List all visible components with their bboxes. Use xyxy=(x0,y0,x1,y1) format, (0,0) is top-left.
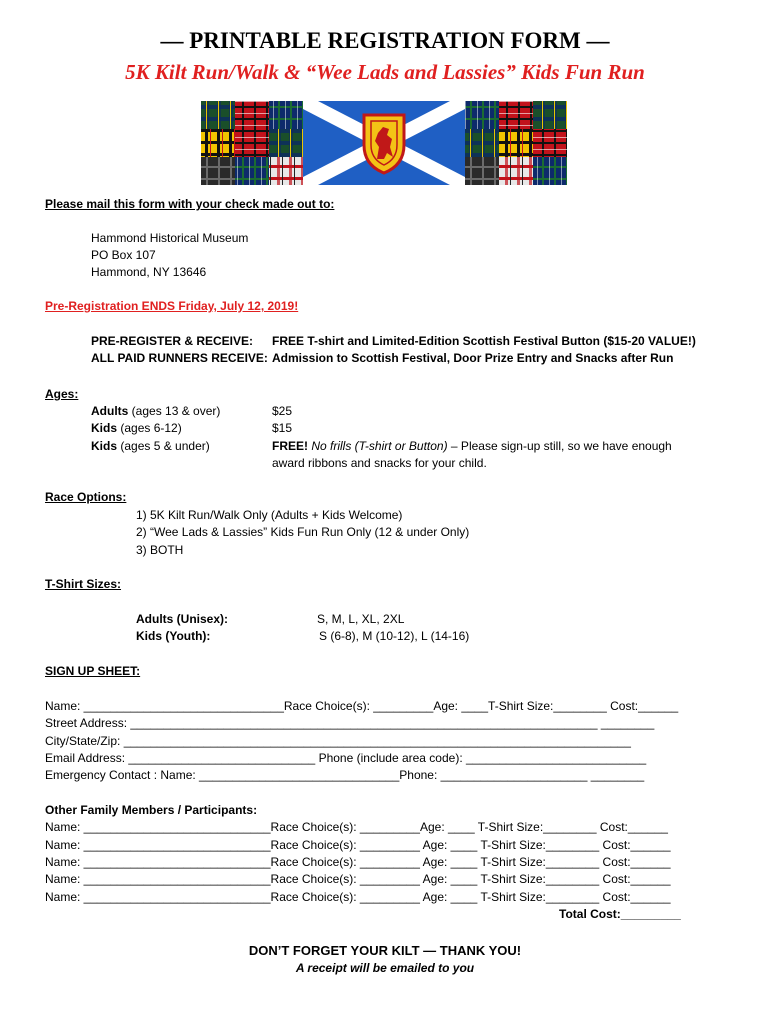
perk-label-paid: ALL PAID RUNNERS RECEIVE: xyxy=(91,351,268,365)
tshirt-kids-label: Kids (Youth): xyxy=(136,629,211,643)
mail-heading: Please mail this form with your check made out to: xyxy=(45,197,335,211)
tshirt-adults-sizes: S, M, L, XL, 2XL xyxy=(317,612,405,626)
event-subtitle: 5K Kilt Run/Walk & “Wee Lads and Lassies” Kids Fun Run xyxy=(125,60,645,84)
age-row-adults xyxy=(91,404,220,418)
race-option-2: 2) “Wee Lads & Lassies” Kids Fun Run Only (12 & under Only) xyxy=(136,525,470,539)
perk-label-preregister: PRE-REGISTER & RECEIVE: xyxy=(91,334,254,348)
signup-name-line[interactable]: Name: ______________________________Race Choice(s): _________Age: ____T-Shirt Size:________ Cost:______ xyxy=(45,699,679,713)
address-line-1: Hammond Historical Museum xyxy=(91,231,249,245)
ages-heading: Ages: xyxy=(45,387,79,401)
signup-email-line[interactable]: Email Address: ____________________________ Phone (include area code): ___________________________ xyxy=(45,751,647,765)
age-label: Adults xyxy=(91,404,129,418)
age-range: (ages 13 & over) xyxy=(128,404,221,418)
total-cost-line[interactable]: Total Cost:_________ xyxy=(559,907,681,921)
signup-emergency-line[interactable]: Emergency Contact : Name: ______________________________Phone: ______________________ ________ xyxy=(45,768,645,782)
signup-street-line[interactable]: Street Address: ______________________________________________________________________ ________ xyxy=(45,716,655,730)
family-line-2[interactable]: Name: ____________________________Race Choice(s): _________ Age: ____ T-Shirt Size:________ Cost:______ xyxy=(45,838,671,852)
age-row-kids xyxy=(91,421,182,435)
address-line-3: Hammond, NY 13646 xyxy=(91,265,207,279)
free-note-continued: award ribbons and snacks for your child. xyxy=(272,456,487,470)
form-title: — PRINTABLE REGISTRATION FORM — xyxy=(160,28,610,53)
race-option-1: 1) 5K Kilt Run/Walk Only (Adults + Kids Welcome) xyxy=(136,508,403,522)
signup-heading: SIGN UP SHEET: xyxy=(45,664,141,678)
price-adults: $25 xyxy=(272,404,293,418)
family-line-1[interactable]: Name: ____________________________Race Choice(s): _________Age: ____ T-Shirt Size:________ Cost:______ xyxy=(45,820,668,834)
free-note: – Please sign-up still, so we have enough xyxy=(447,439,672,453)
race-options-heading: Race Options: xyxy=(45,490,127,504)
race-option-3: 3) BOTH xyxy=(136,543,184,557)
kilt-reminder: DON’T FORGET YOUR KILT — THANK YOU! xyxy=(248,943,522,958)
price-free: FREE! xyxy=(272,439,308,453)
age-label: Kids xyxy=(91,439,118,453)
price-free-note xyxy=(272,439,672,453)
signup-city-line[interactable]: City/State/Zip: ____________________________________________________________________________ xyxy=(45,734,631,748)
age-range: (ages 6-12) xyxy=(117,421,182,435)
family-heading: Other Family Members / Participants: xyxy=(45,803,258,817)
tshirt-adults-label: Adults (Unisex): xyxy=(136,612,229,626)
age-label: Kids xyxy=(91,421,118,435)
free-note-italic: No frills (T-shirt or Button) xyxy=(308,439,448,453)
price-kids: $15 xyxy=(272,421,293,435)
family-line-5[interactable]: Name: ____________________________Race Choice(s): _________ Age: ____ T-Shirt Size:________ Cost:______ xyxy=(45,890,671,904)
age-range: (ages 5 & under) xyxy=(117,439,210,453)
family-line-4[interactable]: Name: ____________________________Race Choice(s): _________ Age: ____ T-Shirt Size:________ Cost:______ xyxy=(45,872,671,886)
tshirt-kids-sizes: S (6-8), M (10-12), L (14-16) xyxy=(319,629,470,643)
tshirt-heading: T-Shirt Sizes: xyxy=(45,577,122,591)
family-line-3[interactable]: Name: ____________________________Race Choice(s): _________ Age: ____ T-Shirt Size:________ Cost:______ xyxy=(45,855,671,869)
preregistration-deadline: Pre-Registration ENDS Friday, July 12, 2019! xyxy=(45,299,299,313)
age-row-kids-under-5 xyxy=(91,439,210,453)
address-line-2: PO Box 107 xyxy=(91,248,156,262)
perk-value-paid: Admission to Scottish Festival, Door Prize Entry and Snacks after Run xyxy=(272,351,674,365)
scottish-flag-banner xyxy=(201,101,567,185)
perk-value-preregister: FREE T-shirt and Limited-Edition Scottish Festival Button ($15-20 VALUE!) xyxy=(272,334,696,348)
receipt-note: A receipt will be emailed to you xyxy=(295,961,475,975)
